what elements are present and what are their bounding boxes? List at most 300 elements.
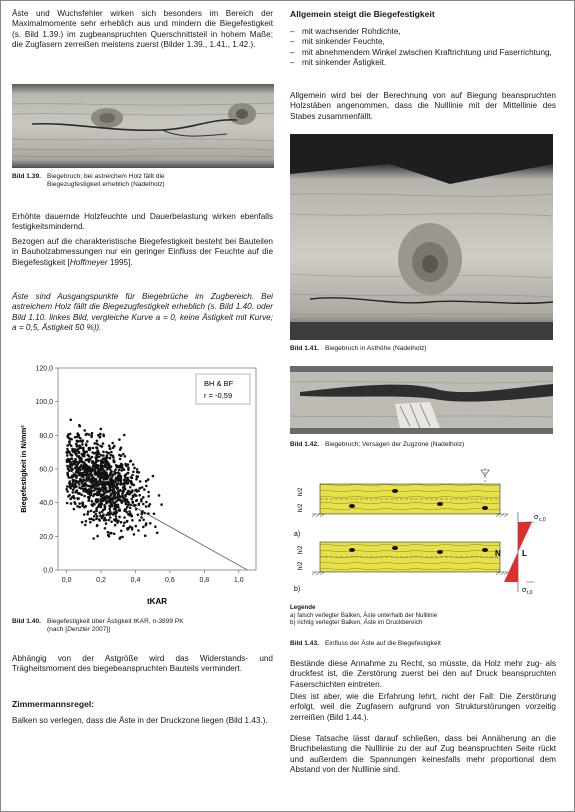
data-point	[129, 507, 132, 510]
x-tick-label: 0,2	[96, 577, 106, 584]
data-point	[133, 484, 136, 487]
y-tick-label: 80,0	[39, 432, 53, 440]
right-para-4	[290, 734, 556, 775]
data-point	[81, 443, 84, 446]
paragraph: Balken so verlegen, dass die Äste in der Druckzone liegen (Bild 1.43.).	[12, 716, 268, 725]
data-point	[107, 467, 110, 470]
data-point	[75, 467, 78, 470]
data-point	[87, 510, 90, 513]
data-point	[110, 512, 113, 515]
data-point	[136, 471, 139, 474]
figure-number: Bild 1.43.	[290, 640, 319, 647]
paragraph: Äste sind Ausgangspunkte für Biegebrüche im Zugbereich. Bei astreichem Holz fällt die Biegezugfestigkeit erheblich (s. Bild 1.40. oder Bild 1.10. linkes Bild, vergleiche Kurve a = 0, keine Ästigkeit mit Kurve; a = 0,5, Ästigkeit 50 %)).	[12, 292, 273, 332]
citation: Hoffmeyer	[69, 257, 108, 267]
svg-text:N: N	[495, 549, 501, 558]
data-point	[65, 488, 68, 491]
data-point	[102, 454, 105, 457]
data-point	[74, 436, 77, 439]
data-point	[96, 472, 99, 475]
data-point	[99, 468, 102, 471]
data-point	[123, 509, 126, 512]
data-point	[108, 508, 111, 511]
data-point	[135, 494, 138, 497]
data-point	[87, 467, 90, 470]
data-point	[125, 503, 128, 506]
data-point	[75, 460, 78, 463]
left-para-2	[12, 212, 273, 233]
data-point	[74, 458, 77, 461]
data-point	[73, 480, 76, 483]
data-point	[91, 432, 94, 435]
data-point	[118, 476, 121, 479]
paragraph: Abhängig von der Astgröße wird das Widerstands- und Trägheitsmoment des biegebeanspruchten Bauteils vermindert.	[12, 654, 273, 674]
figure-1-42-photo	[290, 366, 553, 434]
data-point	[130, 498, 133, 501]
data-point	[152, 475, 155, 478]
data-point	[82, 454, 85, 457]
data-point	[138, 503, 141, 506]
x-tick-label: 0,6	[165, 577, 175, 584]
data-point	[118, 516, 121, 519]
y-tick-label: 40,0	[39, 500, 53, 508]
list-item: – mit wachsender Rohdichte,	[290, 27, 556, 37]
data-point	[82, 490, 85, 493]
data-point	[112, 482, 115, 485]
data-point	[139, 519, 142, 522]
data-point	[120, 521, 123, 524]
data-point	[114, 497, 117, 500]
data-point	[110, 478, 113, 481]
data-point	[86, 513, 89, 516]
data-point	[74, 484, 77, 487]
data-point	[108, 444, 111, 447]
data-point	[110, 471, 113, 474]
data-point	[71, 454, 74, 457]
data-point	[137, 513, 140, 516]
left-para-4	[12, 292, 273, 333]
data-point	[100, 494, 103, 497]
paragraph: Bezogen auf die charakteristische Biegefestigkeit besteht bei Bauteilen in Bauholzabmessungen nur ein geringer Einfluss der Feuchte auf die Biegefestigkeit [Hoffmeyer 1995].	[12, 237, 273, 267]
data-point	[66, 485, 69, 488]
data-point	[156, 532, 159, 535]
paragraph: Dies ist aber, wie die Erfahrung lehrt, nicht der Fall: Die Zerstörung erfolgt, weil die Zugfasern aufgrund von Strukturstörungen vorzeitig zerreißen (Bild 1.44.).	[290, 692, 556, 722]
data-point	[103, 478, 106, 481]
data-point	[120, 530, 123, 533]
data-point	[100, 506, 103, 509]
figure-number: Bild 1.40.	[12, 618, 41, 625]
data-point	[114, 501, 117, 504]
data-point	[140, 498, 143, 501]
data-point	[111, 442, 114, 445]
data-point	[90, 436, 93, 439]
figure-number: Bild 1.42.	[290, 441, 319, 448]
data-point	[128, 514, 131, 517]
data-point	[78, 492, 81, 495]
data-point	[71, 496, 74, 499]
data-point	[138, 487, 141, 490]
data-point	[85, 474, 88, 477]
beam-b	[294, 542, 508, 593]
data-point	[85, 450, 88, 453]
data-point	[140, 516, 143, 519]
data-point	[131, 474, 134, 477]
data-point	[110, 532, 113, 535]
data-point	[105, 451, 108, 454]
data-point	[67, 495, 70, 498]
caption-text: Biegebruch; bei astreichem Holz fällt die Biegezugfestigkeit erheblich (Nadelholz)	[46, 173, 165, 189]
data-point	[97, 443, 100, 446]
data-point	[71, 448, 74, 451]
data-point	[112, 456, 115, 459]
data-point	[66, 502, 69, 505]
data-point	[102, 451, 105, 454]
left-para-1	[12, 9, 273, 50]
data-point	[83, 513, 86, 516]
data-point	[119, 536, 122, 539]
data-point	[97, 459, 100, 462]
data-point	[92, 461, 95, 464]
data-point	[137, 475, 140, 478]
data-point	[69, 433, 72, 436]
y-tick-label: 0,0	[43, 567, 53, 575]
data-point	[127, 468, 130, 471]
data-point	[99, 472, 102, 475]
data-point	[70, 445, 73, 448]
data-point	[114, 468, 117, 471]
data-point	[115, 515, 118, 518]
data-point	[94, 472, 97, 475]
data-point	[120, 479, 123, 482]
data-point	[141, 486, 144, 489]
data-point	[90, 474, 93, 477]
data-point	[96, 525, 99, 528]
data-point	[110, 451, 113, 454]
data-point	[115, 464, 118, 467]
data-point	[120, 469, 123, 472]
data-point	[95, 517, 98, 520]
data-point	[113, 445, 116, 448]
data-point	[109, 495, 112, 498]
data-point	[118, 465, 121, 468]
data-point	[111, 497, 114, 500]
data-point	[93, 519, 96, 522]
left-para-5	[12, 654, 273, 675]
correlation-label: r = -0,59	[204, 391, 233, 400]
figure-1-40-chart	[12, 360, 273, 610]
data-point	[136, 468, 139, 471]
data-point	[100, 463, 103, 466]
data-point	[158, 494, 161, 497]
data-point	[80, 479, 83, 482]
data-point	[76, 455, 79, 458]
figure-1-43-caption	[290, 640, 556, 648]
data-point	[124, 495, 127, 498]
data-point	[90, 470, 93, 473]
paragraph: Bestände diese Annahme zu Recht, so müsste, da Holz mehr zug- als druckfest ist, die Zerstörung zuerst bei den auf Druck beanspruchten Faserschichten eintreten.	[290, 659, 556, 689]
data-point	[89, 457, 92, 460]
data-point	[90, 510, 93, 513]
data-point	[135, 478, 138, 481]
data-point	[79, 447, 82, 450]
data-point	[115, 478, 118, 481]
data-point	[121, 490, 124, 493]
data-point	[129, 460, 132, 463]
data-point	[92, 537, 95, 540]
legend-item: a) falsch verlegter Balken, Äste unterhalb der Nulllinie	[290, 611, 438, 619]
stress-diagram	[495, 512, 546, 596]
data-point	[102, 515, 105, 518]
left-para-3	[12, 237, 273, 268]
data-point	[123, 434, 126, 437]
data-point	[88, 518, 91, 521]
svg-text:b): b)	[294, 586, 301, 593]
data-point	[69, 464, 72, 467]
data-point	[115, 485, 118, 488]
data-point	[72, 451, 75, 454]
data-point	[85, 459, 88, 462]
data-point	[78, 483, 81, 486]
data-point	[66, 435, 69, 438]
data-point	[91, 500, 94, 503]
data-point	[109, 516, 112, 519]
data-point	[106, 495, 109, 498]
data-point	[147, 478, 150, 481]
data-point	[70, 502, 73, 505]
data-point	[127, 527, 130, 530]
svg-text:L: L	[522, 549, 527, 558]
data-point	[106, 502, 109, 505]
data-point	[72, 462, 75, 465]
data-point	[95, 513, 98, 516]
data-point	[130, 480, 133, 483]
data-point	[126, 506, 129, 509]
y-tick-label: 20,0	[39, 533, 53, 541]
data-point	[137, 490, 140, 493]
data-point	[98, 452, 101, 455]
data-point	[113, 460, 116, 463]
data-point	[81, 521, 84, 524]
data-point	[117, 493, 120, 496]
data-point	[93, 515, 96, 518]
data-point	[107, 534, 110, 537]
svg-text:σ: σ	[522, 587, 527, 594]
data-point	[108, 452, 111, 455]
data-point	[100, 428, 103, 431]
data-point	[109, 447, 112, 450]
data-point	[99, 433, 102, 436]
data-point	[93, 493, 96, 496]
data-point	[94, 456, 97, 459]
data-point	[83, 461, 86, 464]
data-point	[132, 495, 135, 498]
data-point	[66, 454, 69, 457]
data-point	[123, 516, 126, 519]
data-point	[67, 450, 70, 453]
svg-text:a): a)	[294, 531, 301, 538]
data-point	[118, 438, 121, 441]
data-point	[160, 503, 163, 506]
data-point	[132, 463, 135, 466]
data-point	[75, 476, 78, 479]
data-point	[104, 475, 107, 478]
data-point	[123, 479, 126, 482]
data-point	[74, 503, 77, 506]
data-point	[115, 504, 118, 507]
data-point	[131, 519, 134, 522]
data-point	[79, 437, 82, 440]
data-point	[104, 527, 107, 530]
data-point	[127, 482, 130, 485]
data-point	[109, 501, 112, 504]
data-point	[142, 518, 145, 521]
data-point	[77, 449, 80, 452]
data-point	[96, 440, 99, 443]
data-point	[73, 508, 76, 511]
scatter-plot	[12, 360, 273, 610]
data-point	[145, 524, 148, 527]
data-point	[67, 476, 70, 479]
data-point	[88, 448, 91, 451]
data-point	[121, 536, 124, 539]
data-point	[86, 440, 89, 443]
data-point	[103, 472, 106, 475]
data-point	[98, 519, 101, 522]
data-point	[143, 488, 146, 491]
data-point	[81, 440, 84, 443]
data-point	[144, 534, 147, 537]
figure-1-43-diagram	[290, 464, 556, 602]
data-point	[69, 480, 72, 483]
caption-text: Biegebruch in Asthöhe (Nadelholz)	[324, 345, 427, 352]
data-point	[118, 473, 121, 476]
data-point	[69, 419, 72, 422]
data-point	[83, 467, 86, 470]
figure-number: Bild 1.39.	[12, 173, 41, 180]
data-point	[83, 483, 86, 486]
data-point	[76, 440, 79, 443]
data-point	[95, 509, 98, 512]
data-point	[104, 517, 107, 520]
paragraph: Äste und Wuchsfehler wirken sich besonders im Bereich der Maximalmomente sehr erheblich aus und mindern die Biegefestigkeit (s. Bild 1.39.) im zugbeanspruchten Querschnittsteil in hohem Maße; die Zugfasern zerreißen meistens zuerst (Bilder 1.39., 1.41., 1.42.).	[12, 9, 273, 49]
data-point	[119, 489, 122, 492]
data-point	[118, 509, 121, 512]
data-point	[135, 500, 138, 503]
data-point	[123, 522, 126, 525]
svg-text:t,0: t,0	[527, 590, 533, 596]
data-point	[129, 486, 132, 489]
data-point	[106, 457, 109, 460]
paragraph: Diese Tatsache lässt darauf schließen, dass bei Annäherung an die Bruchbelastung die Nulllinie zu der auf Zug beanspruchten Seite rückt und außerdem die Spannungen keinesfalls mehr proportional dem Abstand von der Nulllinie sind.	[290, 734, 556, 774]
data-point	[101, 467, 104, 470]
data-point	[77, 471, 80, 474]
list-item: – mit sinkender Feuchte,	[290, 37, 556, 47]
data-point	[123, 481, 126, 484]
x-tick-label: 0,8	[199, 577, 210, 584]
data-point	[93, 511, 96, 514]
data-point	[84, 524, 87, 527]
y-tick-label: 60,0	[39, 466, 53, 474]
data-point	[76, 445, 79, 448]
data-point	[72, 489, 75, 492]
left-para-6	[12, 716, 273, 726]
data-point	[96, 535, 99, 538]
data-point	[126, 491, 129, 494]
data-point	[67, 474, 70, 477]
data-point	[119, 448, 122, 451]
data-point	[120, 495, 123, 498]
annotation-label: BH & BF	[204, 379, 234, 388]
data-point	[85, 520, 88, 523]
data-point	[78, 451, 81, 454]
data-point	[125, 511, 128, 514]
data-point	[87, 485, 90, 488]
data-point	[147, 495, 150, 498]
data-point	[92, 447, 95, 450]
data-point	[112, 485, 115, 488]
data-point	[125, 473, 128, 476]
data-point	[82, 450, 85, 453]
legend-title: Legende	[290, 604, 316, 611]
data-point	[80, 465, 83, 468]
data-point	[76, 505, 79, 508]
figure-1-42-caption	[290, 441, 556, 449]
data-point	[145, 480, 148, 483]
data-point	[99, 436, 102, 439]
data-point	[102, 442, 105, 445]
data-point	[147, 491, 150, 494]
data-point	[101, 511, 104, 514]
data-point	[92, 467, 95, 470]
data-point	[111, 489, 114, 492]
list-item: – mit sinkender Ästigkeit.	[290, 58, 556, 68]
data-point	[142, 526, 145, 529]
data-point	[110, 454, 113, 457]
data-point	[101, 445, 104, 448]
x-tick-label: 0,4	[130, 577, 141, 584]
data-point	[71, 484, 74, 487]
data-point	[137, 529, 140, 532]
data-point	[97, 464, 100, 467]
data-point	[78, 424, 81, 427]
legend-item: b) richtig verlegter Balken, Äste im Druckbereich	[290, 619, 423, 627]
figure-1-40-caption	[12, 618, 273, 634]
y-tick-label: 120,0	[35, 365, 53, 373]
data-point	[81, 505, 84, 508]
data-point	[98, 488, 101, 491]
data-point	[154, 525, 157, 528]
data-point	[83, 429, 86, 432]
caption-text: Einfluss der Äste auf die Biegefestigkeit	[324, 640, 441, 647]
data-point	[114, 508, 117, 511]
data-point	[131, 528, 134, 531]
data-point	[138, 494, 141, 497]
figure-number: Bild 1.41.	[290, 345, 319, 352]
data-point	[76, 436, 79, 439]
data-point	[89, 478, 92, 481]
data-point	[104, 465, 107, 468]
data-point	[91, 451, 94, 454]
x-tick-label: 0,0	[61, 577, 72, 584]
bullet-list	[290, 27, 556, 68]
data-point	[107, 475, 110, 478]
data-point	[102, 494, 105, 497]
data-point	[88, 496, 91, 499]
y-tick-label: 100,0	[35, 399, 53, 407]
data-point	[117, 520, 120, 523]
data-point	[102, 497, 105, 500]
data-point	[78, 486, 81, 489]
data-point	[109, 457, 112, 460]
